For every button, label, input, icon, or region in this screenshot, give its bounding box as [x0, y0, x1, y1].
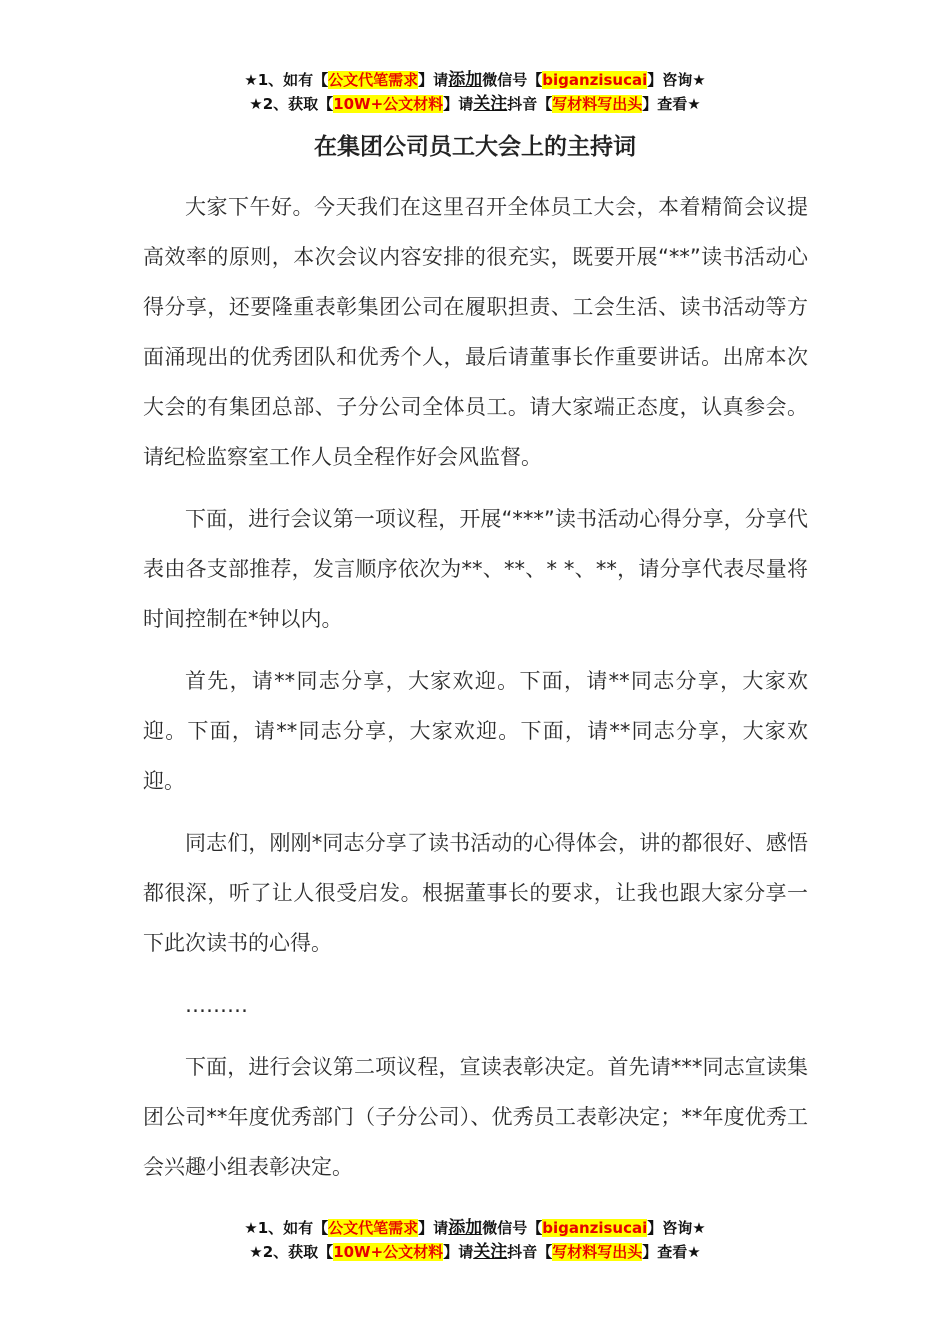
highlight-materials: 10W+公文材料	[333, 1243, 444, 1261]
footer-promo-banner	[0, 1216, 950, 1264]
promo-line-1: ★1、如有【公文代笔需求】请添加微信号【biganzisucai】咨询★	[244, 1218, 706, 1238]
page-title: 在集团公司员工大会上的主持词	[314, 134, 636, 160]
paragraph: 大家下午好。今天我们在这里召开全体员工大会，本着精简会议提高效率的原则，本次会议内容安排的很充实，既要开展“**”读书活动心得分享，还要隆重表彰集团公司在履职担责、工会生活、读书活动等方面涌现出的优秀团队和优秀个人，最后请董事长作重要讲话。出席本次大会的有集团总部、子分公司全体员工。请大家端正态度，认真参会。请纪检监察室工作人员全程作好会风监督。	[143, 195, 808, 469]
header-promo-banner	[0, 68, 950, 116]
paragraph: 下面，进行会议第二项议程，宣读表彰决定。首先请***同志宣读集团公司**年度优秀部门（子分公司）、优秀员工表彰决定；**年度优秀工会兴趣小组表彰决定。	[143, 1055, 808, 1179]
document-body	[143, 182, 808, 1204]
highlight-douyin: 写材料写出头	[552, 95, 643, 113]
highlight-wechat-id: biganzisucai	[542, 1219, 648, 1237]
promo-line-2: ★2、获取【10W+公文材料】请关注抖音【写材料写出头】查看★	[249, 94, 701, 114]
highlight-service: 公文代笔需求	[328, 71, 419, 89]
highlight-materials: 10W+公文材料	[333, 95, 444, 113]
promo-line-2: ★2、获取【10W+公文材料】请关注抖音【写材料写出头】查看★	[249, 1242, 701, 1262]
ellipsis-paragraph: ………	[185, 993, 248, 1017]
paragraph: 下面，进行会议第一项议程，开展“***”读书活动心得分享，分享代表由各支部推荐，发言顺序依次为**、**、* *、**，请分享代表尽量将时间控制在*钟以内。	[143, 507, 808, 631]
paragraph: 同志们，刚刚*同志分享了读书活动的心得体会，讲的都很好、感悟都很深，听了让人很受启发。根据董事长的要求，让我也跟大家分享一下此次读书的心得。	[143, 831, 808, 955]
highlight-service: 公文代笔需求	[328, 1219, 419, 1237]
promo-line-1: ★1、如有【公文代笔需求】请添加微信号【biganzisucai】咨询★	[244, 70, 706, 90]
highlight-douyin: 写材料写出头	[552, 1243, 643, 1261]
paragraph: 首先，请**同志分享，大家欢迎。下面，请**同志分享，大家欢迎。下面，请**同志分享，大家欢迎。下面，请**同志分享，大家欢迎。	[143, 669, 808, 793]
highlight-wechat-id: biganzisucai	[542, 71, 648, 89]
